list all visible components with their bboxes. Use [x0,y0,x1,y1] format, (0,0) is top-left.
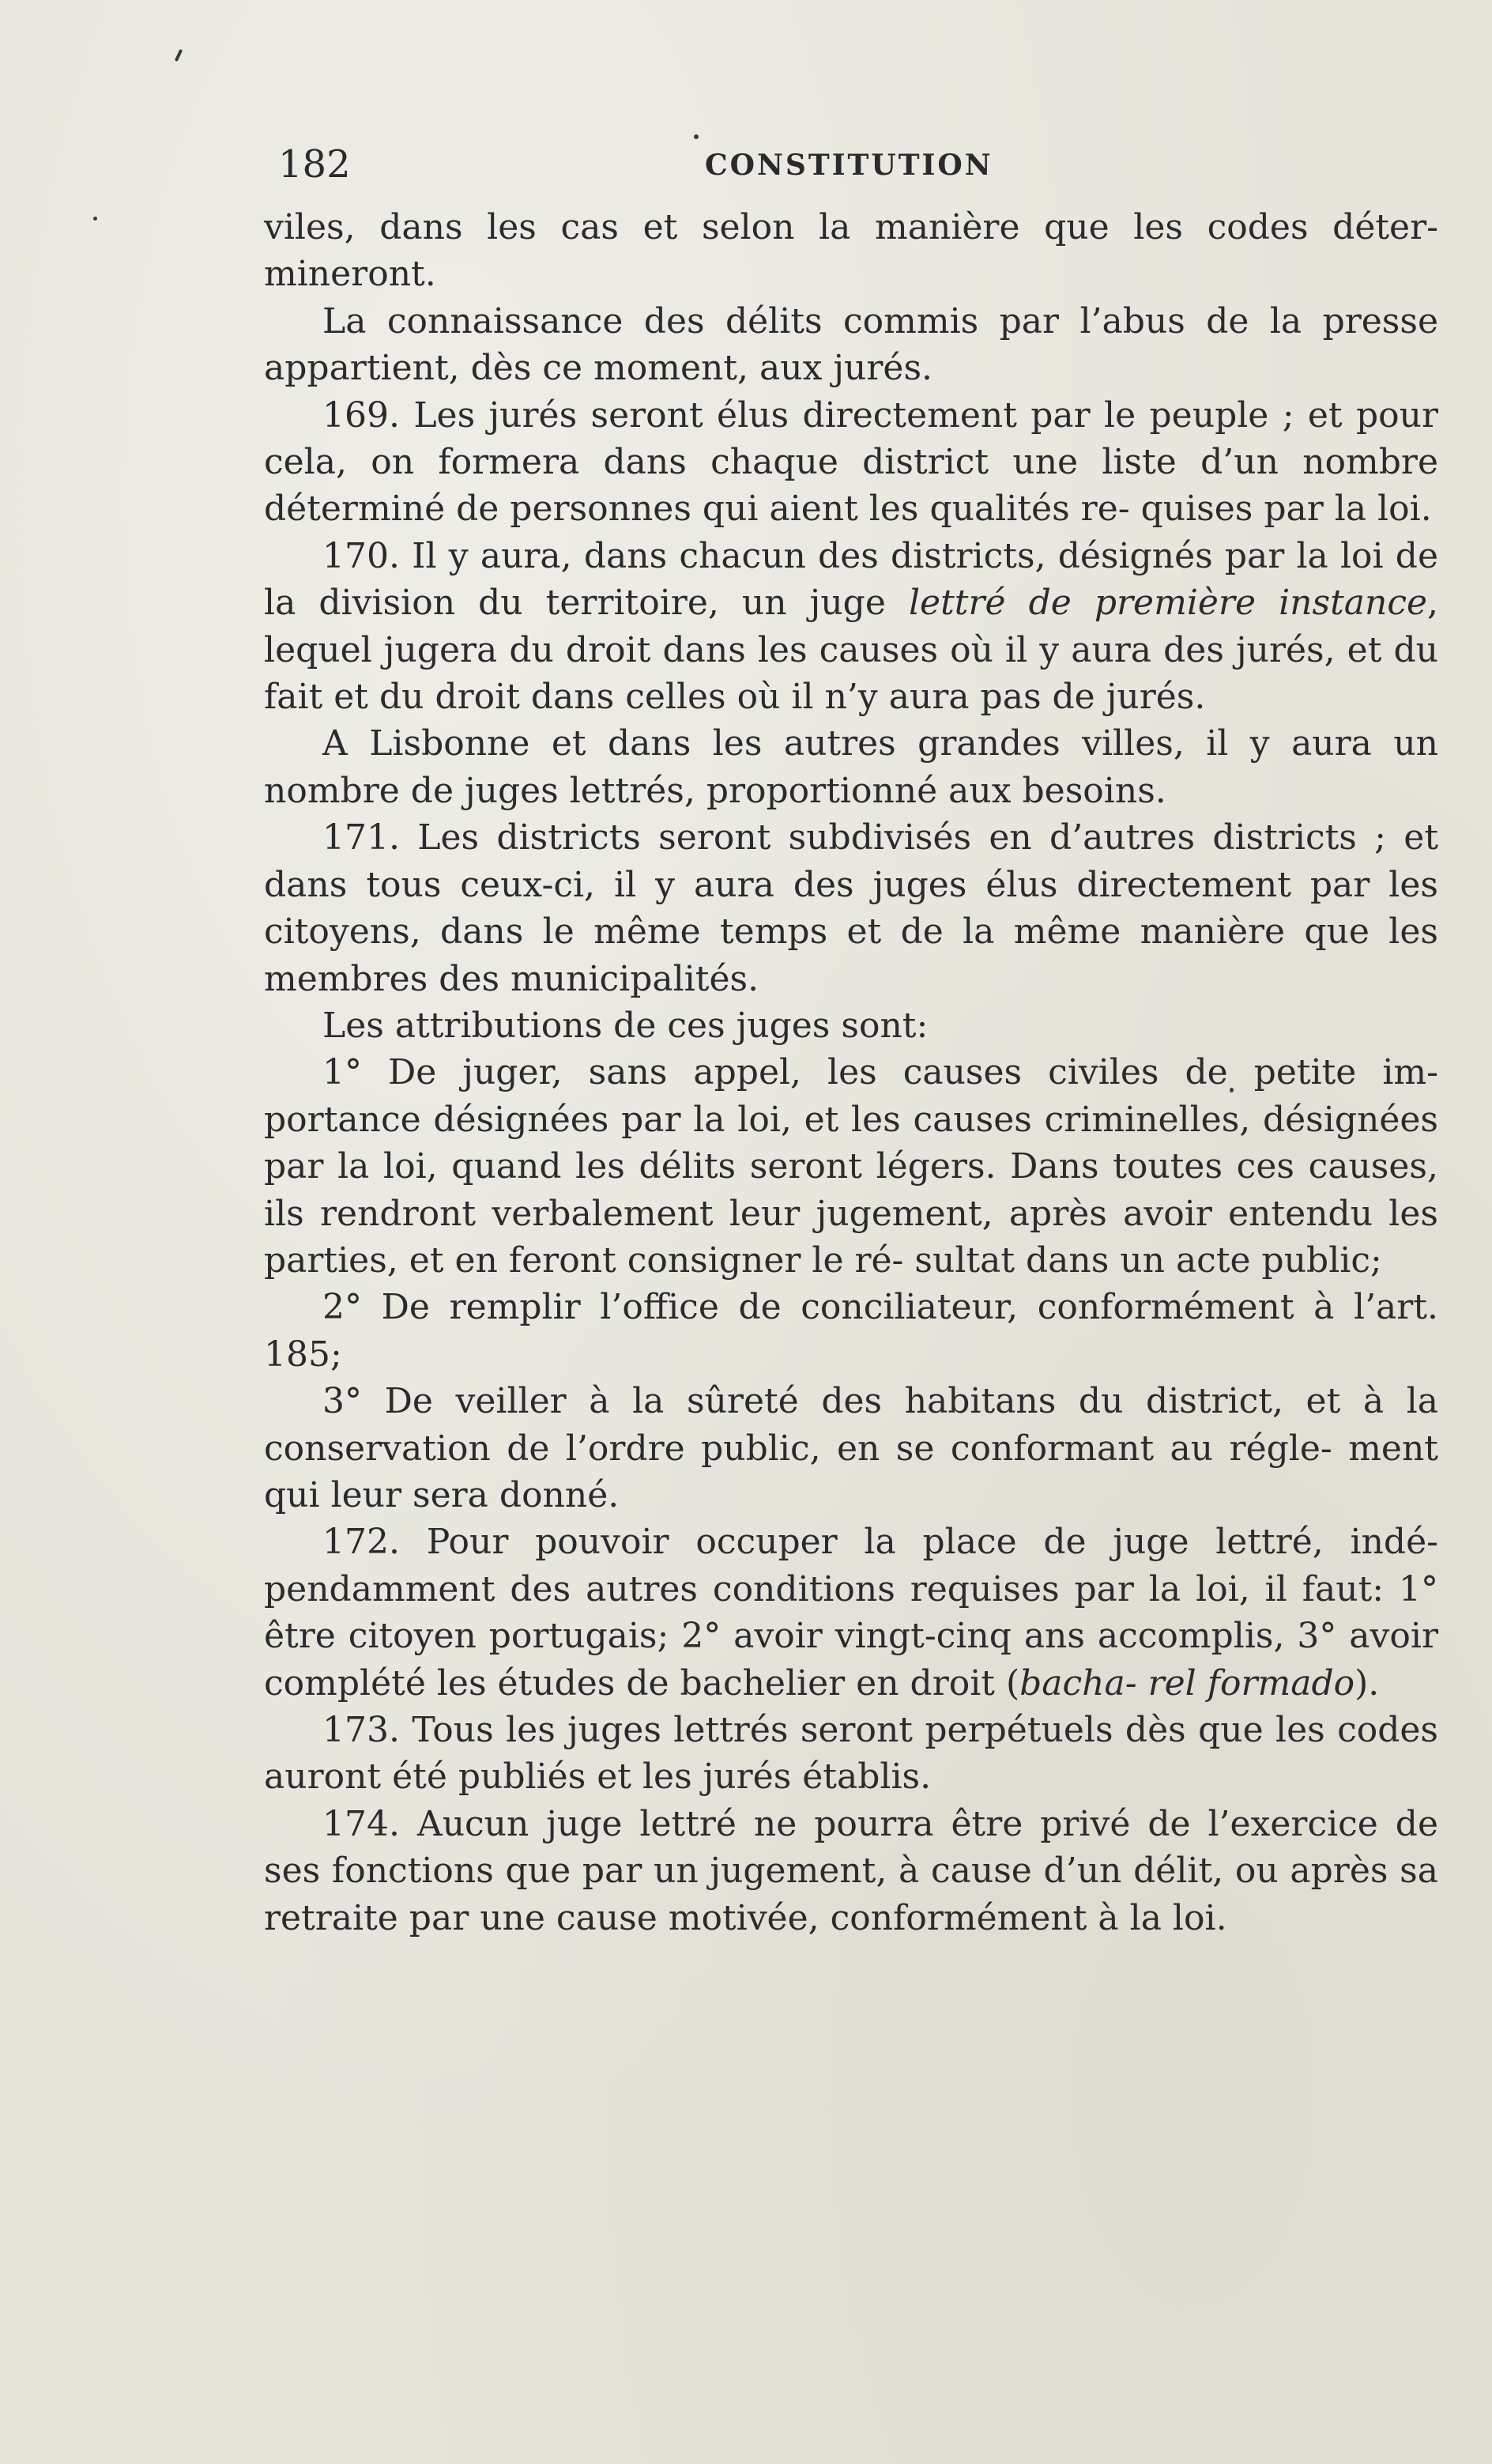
paper-speck [175,49,183,62]
paragraph-press-offences: La connaissance des délits commis par l’abus de la presse appartient, dès ce moment, aux jurés. [264,300,1438,389]
article-170-italic-term: lettré de première instance [908,583,1428,624]
running-head: CONSTITUTION [705,149,993,182]
page-header [278,142,1432,198]
article-172-text-end: ). [1354,1662,1380,1704]
article-172-italic-term: bacha- rel formado [1019,1662,1355,1704]
paragraph-continuation: viles, dans les cas et selon la manière que les codes déter- mineront. [264,207,1438,295]
attribution-1: 1° De juger, sans appel, les causes civiles de petite im- portance désignées par la loi, et les causes criminelles, désignées par la loi, quand les délits seront légers. Dans toutes ces causes, ils rendront verbalement leur jugement, après avoir entendu les parties, et en feront consigner le ré- sultat dans un acte public; [264,1052,1438,1281]
article-170-text-end: , lequel jugera du droit dans les causes où il y aura des jurés, et du fait et du droit dans celles où il n’y aura pas de jurés. [264,583,1439,718]
article-169: 169. Les jurés seront élus directement par le peuple ; et pour cela, on formera dans chaque district une liste d’un nombre déterminé de personnes qui aient les qualités re- quises par la loi. [264,394,1438,530]
article-170-text-start: 170. Il y aura, dans chacun des districts, désignés par la loi de la division du territoire, un juge [264,535,1438,624]
paper-speck [93,217,97,221]
attribution-3: 3° De veiller à la sûreté des habitans du district, et à la conservation de l’ordre public, en se conformant au régle- ment qui leur sera donné. [264,1381,1438,1515]
article-173: 173. Tous les juges lettrés seront perpétuels dès que les codes auront été publiés et les jurés établis. [264,1710,1438,1798]
article-172-text-start: 172. Pour pouvoir occuper la place de juge lettré, indé- pendamment des autres conditions requises par la loi, il faut: 1° être citoyen portugais; 2° avoir vingt-cinq ans accomplis, 3° avoir complété les études de bachelier en droit ( [264,1522,1438,1704]
paragraph-attributions: Les attributions de ces juges sont: [322,1005,929,1046]
page-number: 182 [278,142,351,187]
article-171: 171. Les districts seront subdivisés en d’autres districts ; et dans tous ceux-ci, il y aura des juges élus directement par les citoyens, dans le même temps et de la même manière que les membres des municipalités. [264,817,1438,999]
article-172 [264,1519,1438,1707]
paragraph-lisbon: A Lisbonne et dans les autres grandes villes, il y aura un nombre de juges lettrés, proportionné aux besoins. [264,723,1438,811]
article-170 [264,533,1438,721]
attribution-2: 2° De remplir l’office de conciliateur, conformément à l’art. 185; [264,1287,1438,1375]
article-174: 174. Aucun juge lettré ne pourra être privé de l’exercice de ses fonctions que par un jugement, à cause d’un délit, ou après sa retraite par une cause motivée, conformément à la loi. [264,1803,1438,1938]
body-text [264,204,1438,1941]
paper-speck [694,134,699,139]
